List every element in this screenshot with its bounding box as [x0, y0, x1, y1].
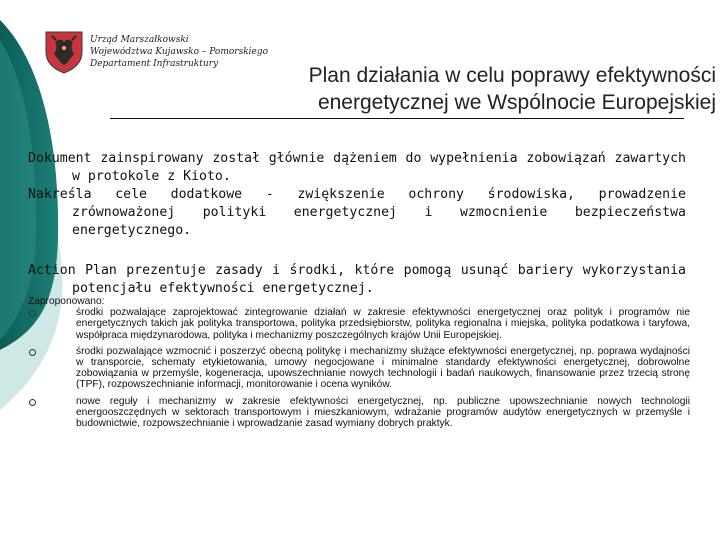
- bullet-circle-icon: [29, 399, 36, 406]
- title-underline: [110, 118, 684, 119]
- bullet-circle-icon: [29, 310, 36, 317]
- title-line-1: Plan działania w celu poprawy efektywności: [308, 64, 716, 87]
- institution-line-1: Urząd Marszałkowski: [90, 35, 189, 45]
- proposals-section: [28, 296, 690, 434]
- list-item-text: środki pozwalające wzmocnić i poszerzyć obecną politykę i mechanizmy służące efektywności energetycznej, np. poprawa wydajności w transporcie, schematy etykietowania, umowy negocjowane i minimalne standardy efektywności energetycznej, dobrowolne zobowiązania w przemyśle, kogeneracja, upowszechnianie nowych technologii i badań naukowych, finansowanie przez trzecią stronę (TPF), rozpowszechnianie informacji, monitorowanie i ocena wyników.: [76, 345, 690, 391]
- list-item: [28, 396, 690, 430]
- proposals-list: [28, 307, 690, 429]
- institution-line-2: Województwa Kujawsko – Pomorskiego: [90, 47, 269, 57]
- bullet-circle-icon: [29, 349, 36, 356]
- title-line-2: energetycznej we Wspólnocie Europejskiej: [317, 91, 716, 114]
- coat-of-arms-icon: [44, 30, 84, 74]
- list-item: [28, 346, 690, 391]
- intro-sentence-1: Dokument zainspirowany został głównie dążeniem do wypełnienia zobowiązań zawartych w protokole z Kioto.: [28, 151, 686, 184]
- intro-paragraph: [28, 150, 686, 240]
- action-plan-paragraph: [28, 262, 686, 298]
- intro-sentence-2: Nakreśla cele dodatkowe - zwiększenie ochrony środowiska, prowadzenie zrównoważonej polityki energetycznej i wzmocnienie bezpieczeństwa energetycznego.: [28, 187, 686, 238]
- list-item-text: środki pozwalające zaprojektować zintegrowanie działań w zakresie efektywności energetycznej oraz polityk i programów nie energetycznych takich jak polityka transportowa, polityka przedsiębiorstw, polityka regionalna i miejska, polityka podatkowa i taryfowa, współpraca międzynarodowa, polityka i mechanizmy poszczególnych krajów Unii Europejskiej.: [76, 307, 690, 341]
- proposals-heading: Zaproponowano:: [28, 296, 105, 307]
- list-item-text: nowe reguły i mechanizmy w zakresie efektywności energetycznej, np. publiczne upowszechnianie nowych technologii energooszczędnych w sektorach transportowym i mieszkaniowym, wdrażanie programów audytów energetycznych w przemyśle i budownictwie, rozpowszechnianie i wprowadzanie zasad wymiany dobrych praktyk.: [76, 395, 690, 430]
- page-title: [246, 62, 716, 116]
- action-plan-text: Action Plan prezentuje zasady i środki, które pomogą usunąć bariery wykorzystania potencjału efektywności energetycznej.: [28, 263, 686, 296]
- list-item: [28, 307, 690, 341]
- institution-line-3: Departament Infrastruktury: [90, 59, 219, 69]
- institution-header: [90, 34, 268, 70]
